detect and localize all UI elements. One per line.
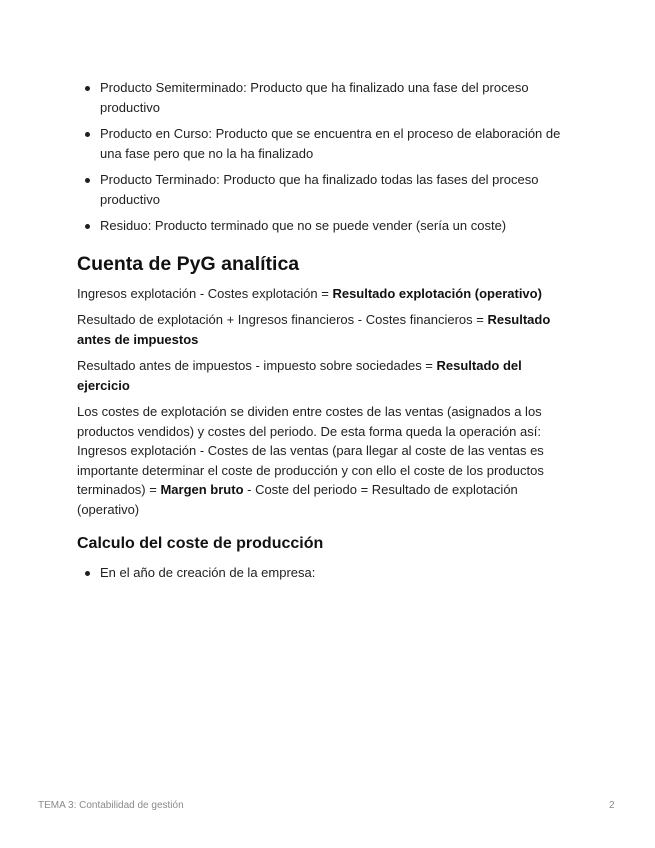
formula-text: Resultado antes de impuestos - impuesto sobre sociedades =	[77, 358, 437, 373]
list-item	[77, 170, 577, 209]
formula-net-result	[77, 356, 577, 395]
bullet-icon	[85, 571, 90, 576]
paragraph-text: - Coste del periodo = Resultado de explotación (operativo)	[77, 482, 518, 517]
footer-title: TEMA 3: Contabilidad de gestión	[38, 800, 184, 811]
formula-result: Resultado del ejercicio	[77, 358, 522, 393]
formula-text: Ingresos explotación - Costes explotación =	[77, 285, 333, 301]
formula-result: Resultado explotación (operativo)	[332, 285, 542, 301]
formula-text: Resultado de explotación + Ingresos financieros - Costes financieros =	[77, 312, 488, 327]
bullet-icon	[85, 178, 90, 183]
section-heading: Cuenta de PyG analítica	[77, 252, 300, 275]
list-item	[77, 563, 577, 583]
list-item	[77, 216, 577, 236]
list-item-text: Producto Terminado: Producto que ha finalizado todas las fases del proceso productivo	[100, 172, 539, 207]
document-body	[77, 78, 577, 590]
paragraph-text: Los costes de explotación se dividen entre costes de las ventas (asignados a los productos vendidos) y costes del periodo. De esta forma queda la operación así: Ingresos explotación - Costes de las ventas (para llegar al coste de las ventas es importante determinar el coste de producción y con ello el coste de los productos terminados) =	[77, 404, 544, 497]
list-item-text: Producto en Curso: Producto que se encuentra en el proceso de elaboración de una fase pero que no la ha finalizado	[100, 126, 561, 161]
gross-margin-term: Margen bruto	[160, 482, 244, 497]
production-cost-list	[77, 563, 577, 583]
list-item-text: Producto Semiterminado: Producto que ha finalizado una fase del proceso productivo	[100, 80, 529, 115]
operating-costs-paragraph	[77, 402, 577, 519]
list-item-text: En el año de creación de la empresa:	[100, 565, 316, 580]
page-number: 2	[609, 800, 615, 811]
formula-result: Resultado antes de impuestos	[77, 312, 551, 347]
list-item-text: Residuo: Producto terminado que no se puede vender (sería un coste)	[100, 218, 507, 233]
bullet-icon	[85, 132, 90, 137]
bullet-icon	[85, 86, 90, 91]
subsection-heading: Calculo del coste de producción	[77, 535, 324, 552]
list-item	[77, 124, 577, 163]
product-types-list	[77, 78, 577, 236]
formula-operating-result	[77, 284, 577, 304]
list-item	[77, 78, 577, 117]
formula-pretax-result	[77, 310, 577, 349]
bullet-icon	[85, 224, 90, 229]
